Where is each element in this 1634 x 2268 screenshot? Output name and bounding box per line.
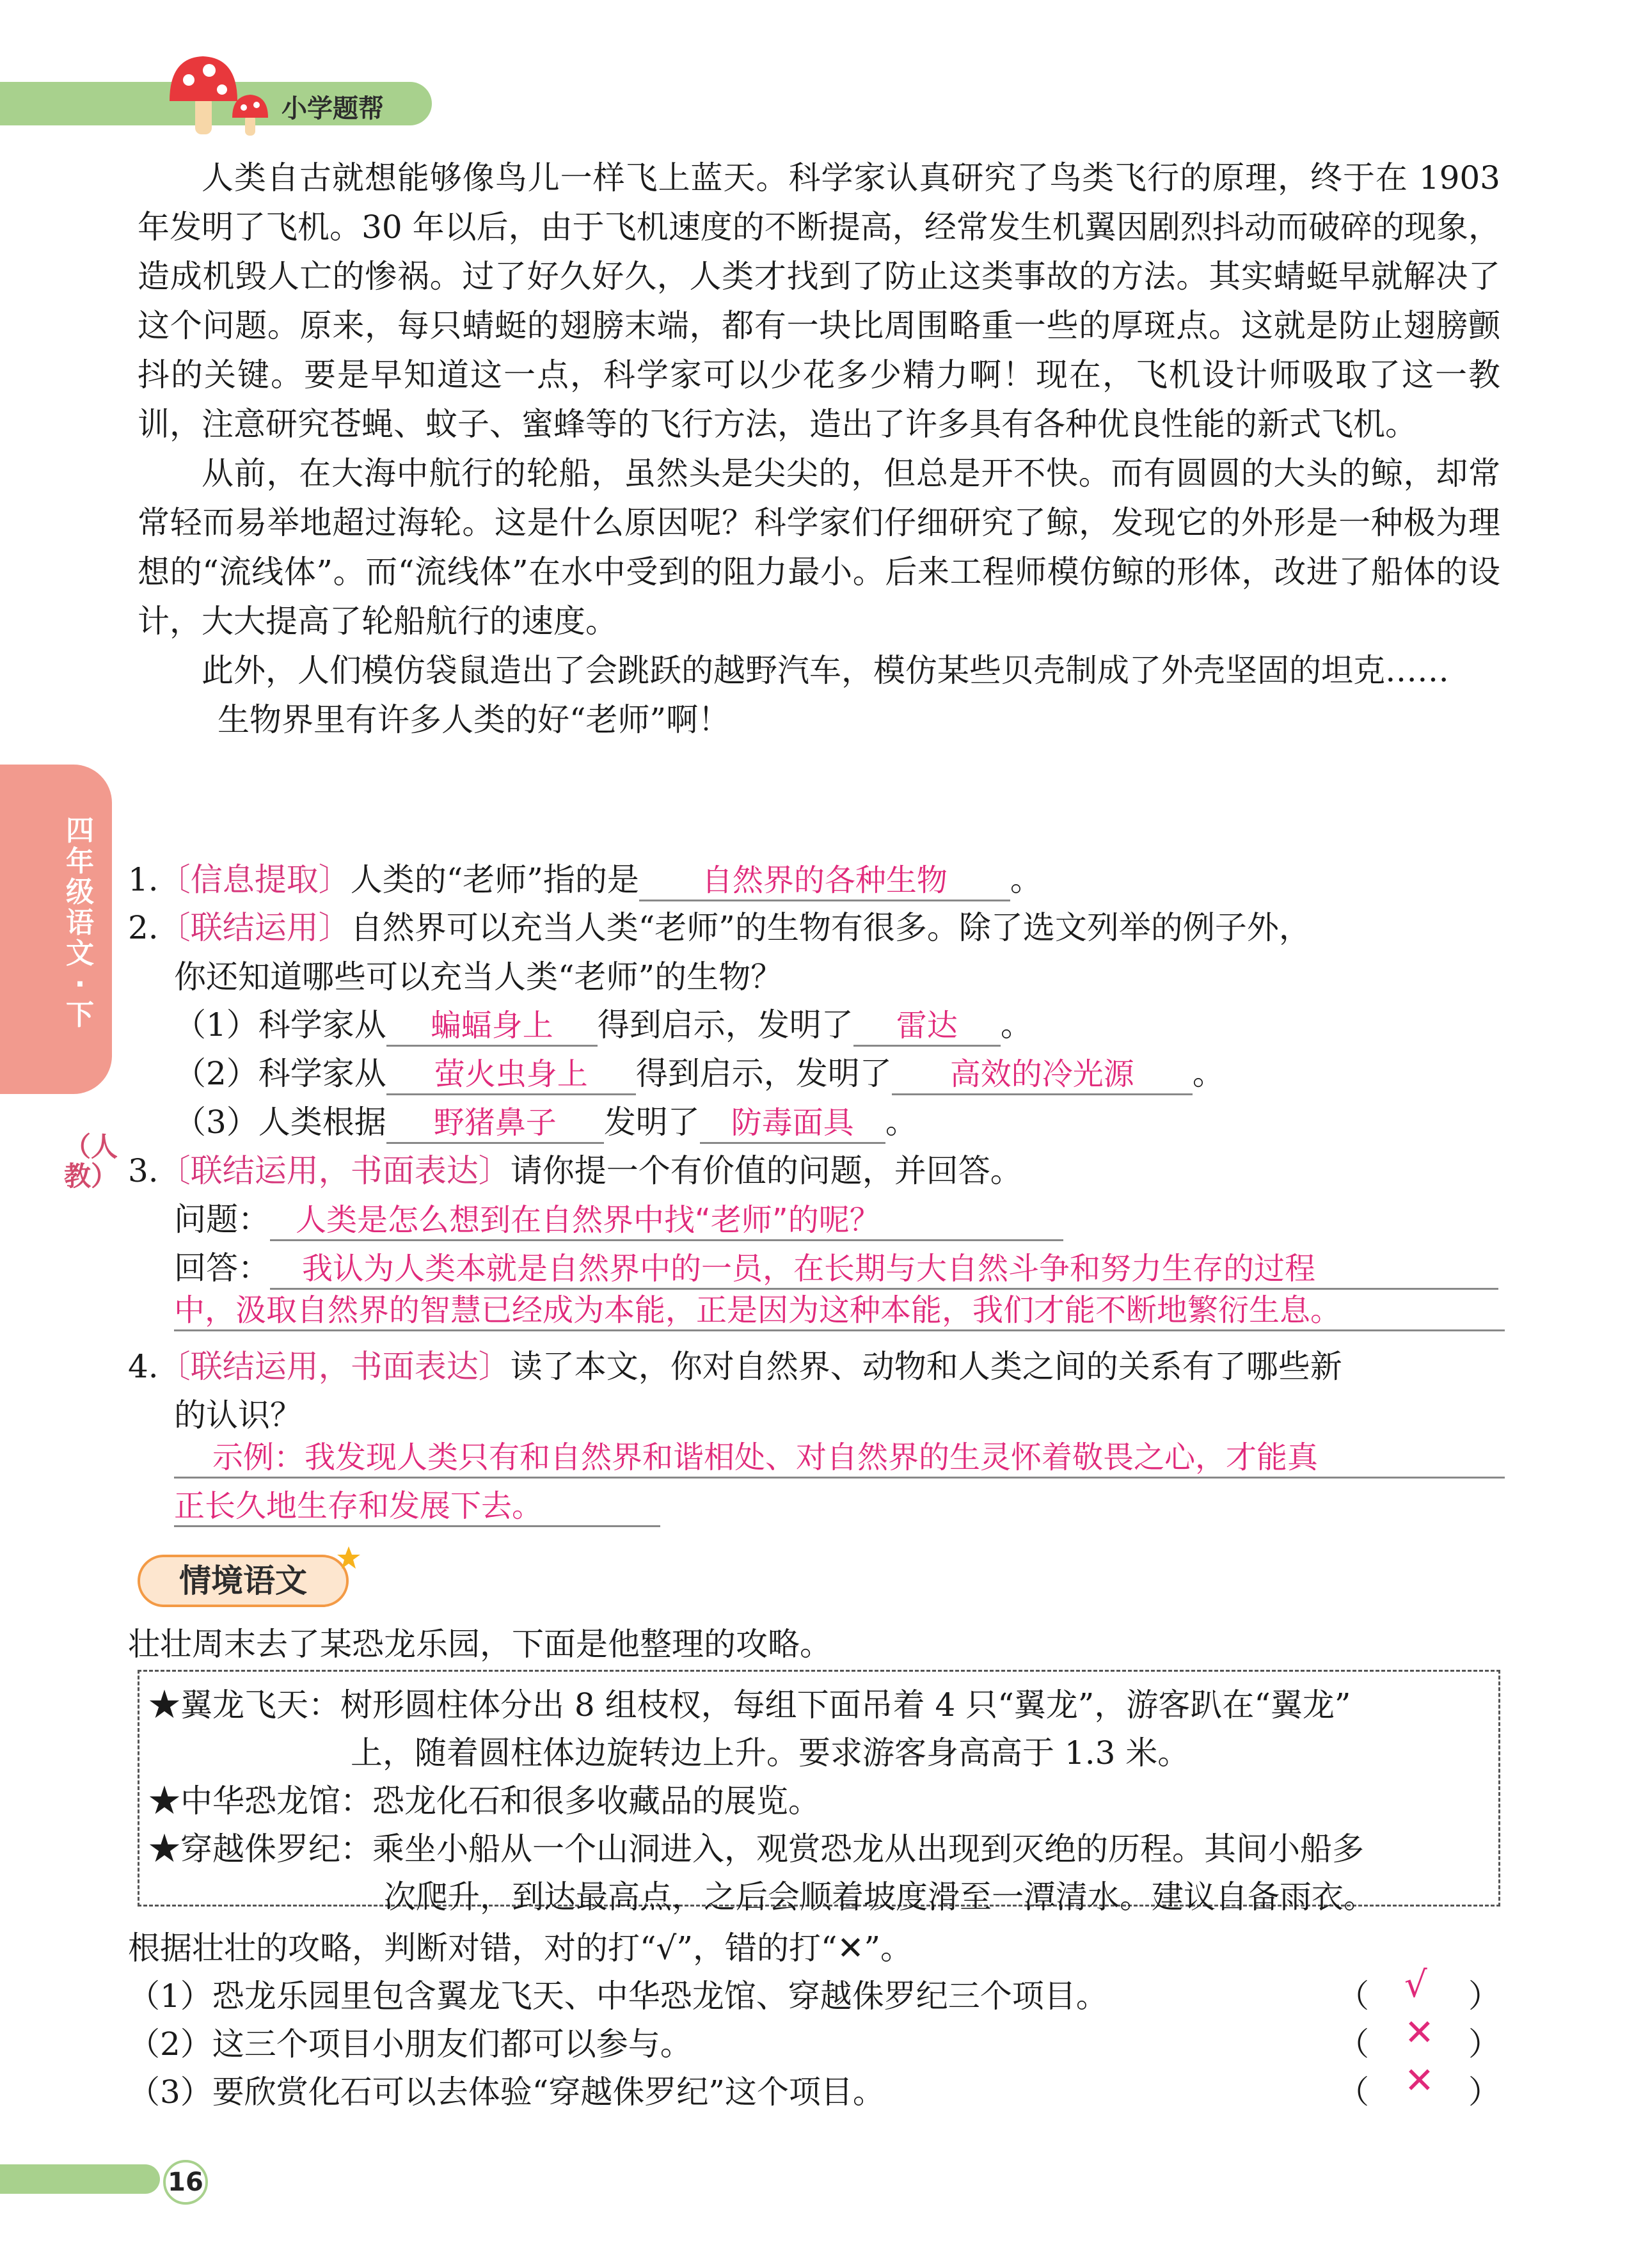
answer-blank[interactable]: 野猪鼻子: [386, 1104, 604, 1144]
answer-blank[interactable]: 雷达: [853, 1006, 1001, 1047]
answer-label: 回答：: [174, 1249, 270, 1287]
judge-paren-close: ）: [1468, 1978, 1500, 2015]
answer-blank[interactable]: 我认为人类本就是自然界中的一员，在长期与大自然斗争和努力生存的过程: [270, 1249, 1498, 1290]
answer-blank[interactable]: 示例：我发现人类只有和自然界和谐相处、对自然界的生灵怀着敬畏之心，才能真: [174, 1438, 1505, 1479]
judge-statement: （1）恐龙乐园里包含翼龙飞天、中华恐龙馆、穿越侏罗纪三个项目。: [128, 1978, 1108, 2015]
judge-paren-close: ）: [1468, 2026, 1500, 2063]
item-label: （3）人类根据: [174, 1104, 386, 1141]
question-number: 1.: [128, 861, 159, 898]
side-subject-label: 四年级语文·下: [66, 814, 94, 1031]
judge-paren-open: （: [1337, 2074, 1369, 2111]
judge-paren-close: ）: [1468, 2074, 1500, 2111]
judge-paren-open: （: [1337, 1978, 1369, 2015]
situation-intro: 壮壮周末去了某恐龙乐园，下面是他整理的攻略。: [128, 1626, 832, 1663]
question-2-line-2: 你还知道哪些可以充当人类“老师”的生物？: [174, 958, 783, 995]
question-number: 3.: [128, 1152, 159, 1189]
judge-mark[interactable]: √: [1404, 1964, 1427, 2006]
question-2: [128, 902, 1311, 948]
passage: [138, 154, 1500, 745]
guide-item-name: 穿越侏罗纪：: [180, 1830, 372, 1868]
question-2-item: [174, 999, 1033, 1047]
answer-blank[interactable]: 蝙蝠身上: [386, 1006, 598, 1047]
guide-item: [148, 1823, 1364, 1869]
passage-paragraph: 生物界里有许多人类的好“老师”啊！: [218, 701, 731, 738]
answer-blank[interactable]: 自然界的各种生物: [639, 861, 1010, 901]
passage-paragraph: 此外，人们模仿袋鼠造出了会跳跃的越野汽车，模仿某些贝壳制成了外壳坚固的坦克……: [202, 652, 1449, 689]
guide-item-text: 乘坐小船从一个山洞进入，观赏恐龙从出现到灭绝的历程。其间小船多: [372, 1830, 1364, 1868]
item-text: 发明了: [603, 1104, 700, 1141]
star-icon: [336, 1545, 361, 1571]
question-text: 读了本文，你对自然界、动物和人类之间的关系有了哪些新: [510, 1348, 1342, 1385]
question-3-answer-line-2: [174, 1291, 1505, 1331]
judge-statement: （2）这三个项目小朋友们都可以参与。: [128, 2026, 692, 2063]
guide-item: [148, 1679, 1351, 1725]
item-text: 得到启示，发明了: [635, 1055, 892, 1092]
question-2-item: [174, 1048, 1225, 1095]
question-text: 请你提一个有价值的问题，并回答。: [510, 1152, 1022, 1189]
answer-blank[interactable]: 防毒面具: [700, 1104, 885, 1144]
footer-bar: [0, 2164, 160, 2194]
question-2-item: [174, 1097, 917, 1144]
question-tag: 〔联结运用，书面表达〕: [158, 1152, 511, 1189]
question-1: [128, 854, 1042, 901]
answer-blank[interactable]: 中，汲取自然界的智慧已经成为本能，正是因为这种本能，我们才能不断地繁衍生息。: [174, 1291, 1505, 1331]
answer-blank[interactable]: 人类是怎么想到在自然界中找“老师”的呢？: [270, 1201, 1063, 1241]
judge-mark[interactable]: ✕: [1404, 2012, 1434, 2054]
item-label: （2）科学家从: [174, 1055, 386, 1092]
passage-paragraph: 人类自古就想能够像鸟儿一样飞上蓝天。科学家认真研究了鸟类飞行的原理，终于在 1903 年发明了飞机。30 年以后，由于飞机速度的不断提高，经常发生机翼因剧烈抖动而破碎的现象，造成机毁人亡的惨祸。过了好久好久，人类才找到了防止这类事故的方法。其实蜻蜓早就解决了这个问题。原来，每只蜻蜓的翅膀末端，都有一块比周围略重一些的厚斑点。这就是防止翅膀颤抖的关键。要是早知道这一点，科学家可以少花多少精力啊！现在，飞机设计师吸取了这一教训，注意研究苍蝇、蚊子、蜜蜂等的飞行方法，造出了许多具有各种优良性能的新式飞机。: [138, 159, 1500, 443]
page-number: 16: [163, 2160, 208, 2205]
question-tag: 〔联结运用，书面表达〕: [158, 1348, 511, 1385]
question-tag: 〔信息提取〕: [158, 861, 351, 898]
question-4-answer-line-2: [174, 1487, 660, 1527]
answer-blank[interactable]: 高效的冷光源: [892, 1055, 1193, 1095]
star-bullet: ★: [148, 1686, 180, 1724]
question-text: 人类的“老师”指的是: [350, 861, 639, 898]
punctuation: 。: [1000, 1006, 1033, 1043]
question-label: 问题：: [174, 1201, 270, 1238]
guide-item: [148, 1775, 820, 1821]
passage-paragraph: 从前，在大海中航行的轮船，虽然头是尖尖的，但总是开不快。而有圆圆的大头的鲸，却常常轻而易举地超过海轮。这是什么原因呢？科学家们仔细研究了鲸，发现它的外形是一种极为理想的“流线体”。而“流线体”在水中受到的阻力最小。后来工程师模仿鲸的形体，改进了船体的设计，大大提高了轮船航行的速度。: [138, 455, 1500, 640]
guide-item-line-2: 次爬升，到达最高点，之后会顺着坡度滑至一潭清水。建议自备雨衣。: [384, 1878, 1376, 1915]
answer-blank[interactable]: 萤火虫身上: [386, 1055, 636, 1095]
punctuation: 。: [885, 1104, 917, 1141]
star-bullet: ★: [148, 1830, 180, 1868]
question-tag: 〔联结运用〕: [158, 909, 351, 946]
guide-item-name: 中华恐龙馆：: [180, 1782, 372, 1820]
question-4-answer: [174, 1438, 1505, 1479]
answer-blank[interactable]: 正长久地生存和发展下去。: [174, 1487, 660, 1527]
mushroom-logo-icon: [163, 51, 285, 141]
brand-name: 小学题帮: [282, 94, 384, 123]
side-edition-label: （人教）: [64, 1131, 118, 1192]
item-text: 得到启示，发明了: [597, 1006, 853, 1043]
guide-item-text: 树形圆柱体分出 8 组枝杈，每组下面吊着 4 只“翼龙”，游客趴在“翼龙”: [340, 1686, 1351, 1724]
judge-paren-open: （: [1337, 2026, 1369, 2063]
question-4: [128, 1341, 1342, 1387]
star-bullet: ★: [148, 1782, 180, 1820]
question-number: 4.: [128, 1348, 159, 1385]
question-4-line-2: 的认识？: [174, 1397, 302, 1434]
judge-statement: （3）要欣赏化石可以去体验“穿越侏罗纪”这个项目。: [128, 2074, 885, 2111]
guide-item-line-2: 上，随着圆柱体边旋转边上升。要求游客身高高于 1.3 米。: [351, 1734, 1190, 1772]
item-label: （1）科学家从: [174, 1006, 386, 1043]
punctuation: 。: [1010, 861, 1042, 898]
punctuation: 。: [1192, 1055, 1225, 1092]
guide-item-text: 恐龙化石和很多收藏品的展览。: [372, 1782, 820, 1820]
question-3-question: [174, 1194, 1063, 1241]
section-title-badge: 情境语文: [138, 1555, 349, 1607]
question-3: [128, 1145, 1022, 1191]
question-number: 2.: [128, 909, 159, 946]
judge-mark[interactable]: ✕: [1404, 2060, 1434, 2102]
judge-instruction: 根据壮壮的攻略，判断对错，对的打“√”，错的打“✕”。: [128, 1930, 912, 1967]
guide-item-name: 翼龙飞天：: [180, 1686, 340, 1724]
question-text: 自然界可以充当人类“老师”的生物有很多。除了选文列举的例子外，: [350, 909, 1311, 946]
question-3-answer: [174, 1242, 1498, 1290]
